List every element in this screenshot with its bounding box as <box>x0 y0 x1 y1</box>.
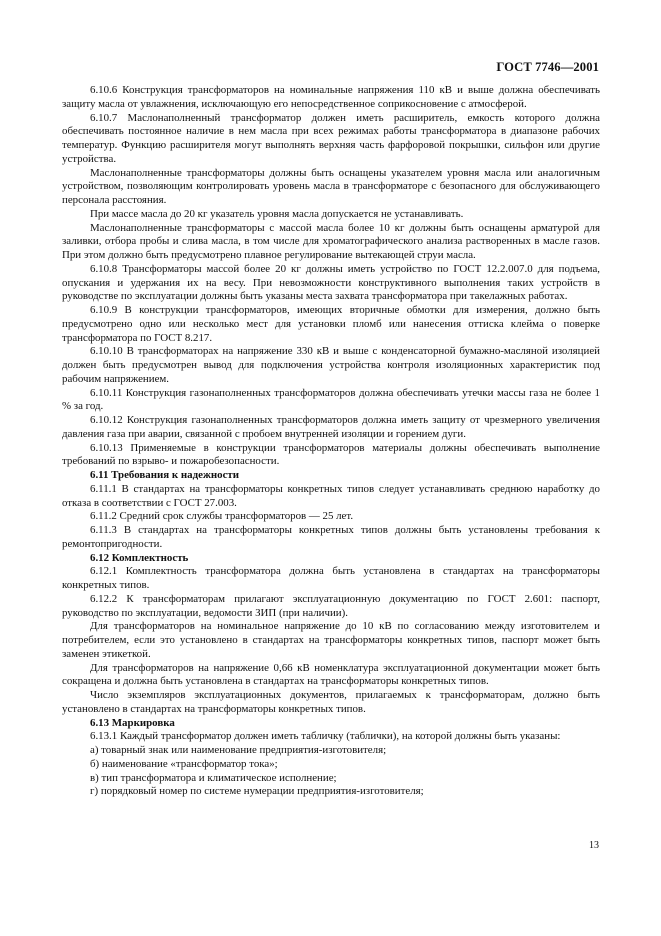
paragraph: 6.13.1 Каждый трансформатор должен иметь табличку (таблички), на которой должны быть указаны: <box>90 730 561 743</box>
paragraph: 6.10.10 В трансформаторах на напряжение 330 кВ и выше с конденсаторной бумажно-масляной изоляцией должен быть предусмотрен вывод для подключения устройства контроля изоляционных характеристик под рабочим напряжением. <box>62 345 600 385</box>
paragraph: 6.11.3 В стандартах на трансформаторы конкретных типов должны быть установлены требования к ремонтопригодности. <box>62 524 600 550</box>
paragraph: 6.10.9 В конструкции трансформаторов, имеющих вторичные обмотки для измерения, должно быть предусмотрено одно или несколько мест для установки пломб или нанесения оттиска клейма о поверке трансформатора по ГОСТ 8.217. <box>62 304 600 344</box>
paragraph: 6.10.8 Трансформаторы массой более 20 кг должны иметь устройство по ГОСТ 12.2.007.0 для подъема, опускания и удержания их на весу. При невозможности конструктивного выполнения таких устройств в руководстве по эксплуатации должны быть указаны места захвата трансформатора при такелажных работах. <box>62 262 600 303</box>
list-item: б) наименование «трансформатор тока»; <box>90 757 278 770</box>
paragraph: 6.11.2 Средний срок службы трансформаторов — 25 лет. <box>90 510 354 523</box>
paragraph: 6.12.1 Комплектность трансформатора должна быть установлена в стандартах на трансформаторы конкретных типов. <box>62 565 600 591</box>
section-heading: 6.11 Требования к надежности <box>90 469 240 481</box>
list-item: а) товарный знак или наименование предприятия-изготовителя; <box>90 744 387 756</box>
document-body <box>62 84 600 799</box>
paragraph: 6.12.2 К трансформаторам прилагают эксплуатационную документацию по ГОСТ 2.601: паспорт, руководство по эксплуатации, ведомости ЗИП (при наличии). <box>62 592 600 619</box>
paragraph: При массе масла до 20 кг указатель уровня масла допускается не устанавливать. <box>90 207 464 220</box>
section-heading: 6.13 Маркировка <box>90 716 175 729</box>
paragraph: 6.10.7 Маслонаполненный трансформатор должен иметь расширитель, емкость которого должна обеспечивать постоянное наличие в нем масла при всех режимах работы трансформатора в диапазоне рабочих температур. Функцию расширителя могут выполнять верхняя часть фарфоровой покрышки, сильфон или другие устройства. <box>62 111 600 165</box>
page-number: 13 <box>589 840 599 851</box>
paragraph: 6.10.11 Конструкция газонаполненных трансформаторов должна обеспечивать утечки массы газа не более 1 % за год. <box>62 386 600 413</box>
paragraph: Для трансформаторов на номинальное напряжение до 10 кВ по согласованию между изготовителем и потребителем, если это установлено в стандартах на трансформаторы конкретных типов, паспорт может быть заменен этикеткой. <box>62 620 600 660</box>
paragraph: Маслонаполненные трансформаторы должны быть оснащены указателем уровня масла или аналогичным устройством, позволяющим контролировать уровень масла в трансформаторе с безопасного для обслуживающего персонала расстояния. <box>62 166 600 206</box>
paragraph: Для трансформаторов на напряжение 0,66 кВ номенклатура эксплуатационной документации может быть сокращена и должна быть установлена в стандартах на трансформаторы конкретных типов. <box>62 661 600 688</box>
paragraph: Маслонаполненные трансформаторы с массой масла более 10 кг должны быть оснащены арматурой для заливки, отбора пробы и слива масла, в том числе для хроматографического анализа растворенных в масле газов. При этом должно быть предусмотрено плавное регулирование вытекающей струи масла. <box>62 221 600 261</box>
paragraph: 6.11.1 В стандартах на трансформаторы конкретных типов следует устанавливать среднюю наработку до отказа в соответствии с ГОСТ 27.003. <box>62 482 600 509</box>
paragraph: Число экземпляров эксплуатационных документов, прилагаемых к трансформаторам, должно быть установлено в стандартах на трансформаторы конкретных типов. <box>62 689 600 715</box>
document-header: ГОСТ 7746—2001 <box>496 60 599 74</box>
list-item: в) тип трансформатора и климатическое исполнение; <box>90 771 337 784</box>
list-item: г) порядковый номер по системе нумерации предприятия-изготовителя; <box>90 785 424 798</box>
paragraph: 6.10.13 Применяемые в конструкции трансформаторов материалы должны обеспечивать выполнение требований по взрыво- и пожаробезопасности. <box>62 441 600 468</box>
section-heading: 6.12 Комплектность <box>90 551 189 564</box>
paragraph: 6.10.12 Конструкция газонаполненных трансформаторов должна иметь защиту от чрезмерного увеличения давления газа при аварии, связанной с пробоем внутренней изоляции и горением дуги. <box>62 414 600 440</box>
paragraph: 6.10.6 Конструкция трансформаторов на номинальные напряжения 110 кВ и выше должна обеспечивать защиту масла от увлажнения, исключающую его непосредственное соприкосновение с атмосферой. <box>62 84 600 110</box>
